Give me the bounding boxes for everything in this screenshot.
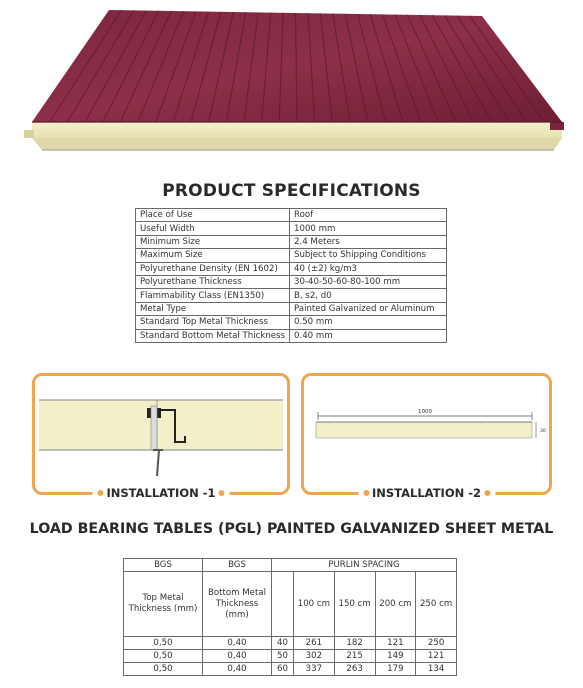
table-row xyxy=(124,650,457,663)
cell-value: 134 xyxy=(416,663,457,676)
cell-value: 263 xyxy=(334,663,375,676)
roof-panel-image xyxy=(14,4,569,174)
spec-value: Roof xyxy=(290,209,447,222)
spec-value: 40 (±2) kg/m3 xyxy=(290,262,447,275)
header-bottom-metal: Bottom Metal Thickness (mm) xyxy=(203,572,272,637)
spec-row xyxy=(136,275,447,288)
cell-value: 121 xyxy=(416,650,457,663)
header-thickness-blank xyxy=(272,572,294,637)
installation-2-diagram xyxy=(304,376,549,492)
cell-thickness: 60 xyxy=(272,663,294,676)
bullet-dot-icon xyxy=(97,490,103,496)
installation-1-diagram xyxy=(35,376,287,492)
spec-label: Polyurethane Density (EN 1602) xyxy=(136,262,290,275)
table-row xyxy=(124,637,457,650)
spec-row xyxy=(136,235,447,248)
header-spacing-150: 150 cm xyxy=(334,572,375,637)
spec-value: Subject to Shipping Conditions xyxy=(290,249,447,262)
cell-top: 0,50 xyxy=(124,637,203,650)
spec-row xyxy=(136,329,447,342)
spec-label: Maximum Size xyxy=(136,249,290,262)
spec-row xyxy=(136,222,447,235)
header-top-metal: Top Metal Thickness (mm) xyxy=(124,572,203,637)
spec-value: 0.50 mm xyxy=(290,316,447,329)
bullet-dot-icon xyxy=(484,490,490,496)
header-bgs-2: BGS xyxy=(203,559,272,572)
spec-value: 30-40-50-60-80-100 mm xyxy=(290,275,447,288)
cell-thickness: 50 xyxy=(272,650,294,663)
header-bgs-1: BGS xyxy=(124,559,203,572)
spec-row xyxy=(136,302,447,315)
spec-label: Useful Width xyxy=(136,222,290,235)
cell-value: 261 xyxy=(294,637,335,650)
spec-label: Flammability Class (EN1350) xyxy=(136,289,290,302)
spec-row xyxy=(136,289,447,302)
installation-2-text: INSTALLATION -2 xyxy=(371,486,482,500)
installation-1-label xyxy=(92,486,229,500)
header-spacing-200: 200 cm xyxy=(375,572,416,637)
bullet-dot-icon xyxy=(219,490,225,496)
installation-1-text: INSTALLATION -1 xyxy=(106,486,216,500)
header-purlin-spacing: PURLIN SPACING xyxy=(272,559,457,572)
header-spacing-100: 100 cm xyxy=(294,572,335,637)
bullet-dot-icon xyxy=(363,490,369,496)
cell-top: 0,50 xyxy=(124,663,203,676)
load-table-title: LOAD BEARING TABLES (PGL) PAINTED GALVANIZED SHEET METAL xyxy=(29,521,554,537)
cell-bottom: 0,40 xyxy=(203,663,272,676)
spec-value: 0.40 mm xyxy=(290,329,447,342)
table-row xyxy=(124,663,457,676)
cell-thickness: 40 xyxy=(272,637,294,650)
spec-value: 2.4 Meters xyxy=(290,235,447,248)
cell-value: 149 xyxy=(375,650,416,663)
cell-value: 302 xyxy=(294,650,335,663)
width-dimension-text: 1000 xyxy=(418,409,432,415)
cell-top: 0,50 xyxy=(124,650,203,663)
spec-label: Metal Type xyxy=(136,302,290,315)
spec-value: Painted Galvanized or Aluminum xyxy=(290,302,447,315)
spec-label: Place of Use xyxy=(136,209,290,222)
installation-2-label xyxy=(358,486,495,500)
spec-row xyxy=(136,209,447,222)
spec-label: Minimum Size xyxy=(136,235,290,248)
cell-value: 179 xyxy=(375,663,416,676)
header-spacing-250: 250 cm xyxy=(416,572,457,637)
spec-title: PRODUCT SPECIFICATIONS xyxy=(162,181,421,201)
cell-value: 250 xyxy=(416,637,457,650)
thickness-dimension-text: 30 xyxy=(540,429,546,434)
installation-1-panel xyxy=(32,373,290,500)
spec-value: B, s2, d0 xyxy=(290,289,447,302)
cell-value: 215 xyxy=(334,650,375,663)
load-bearing-table xyxy=(123,558,457,676)
installation-2-panel xyxy=(301,373,552,500)
cell-value: 182 xyxy=(334,637,375,650)
spec-table xyxy=(135,208,447,343)
spec-label: Polyurethane Thickness xyxy=(136,275,290,288)
spec-label: Standard Bottom Metal Thickness xyxy=(136,329,290,342)
cell-bottom: 0,40 xyxy=(203,650,272,663)
spec-row xyxy=(136,316,447,329)
cell-value: 337 xyxy=(294,663,335,676)
cell-value: 121 xyxy=(375,637,416,650)
spec-value: 1000 mm xyxy=(290,222,447,235)
spec-row xyxy=(136,262,447,275)
spec-label: Standard Top Metal Thickness xyxy=(136,316,290,329)
cell-bottom: 0,40 xyxy=(203,637,272,650)
spec-row xyxy=(136,249,447,262)
